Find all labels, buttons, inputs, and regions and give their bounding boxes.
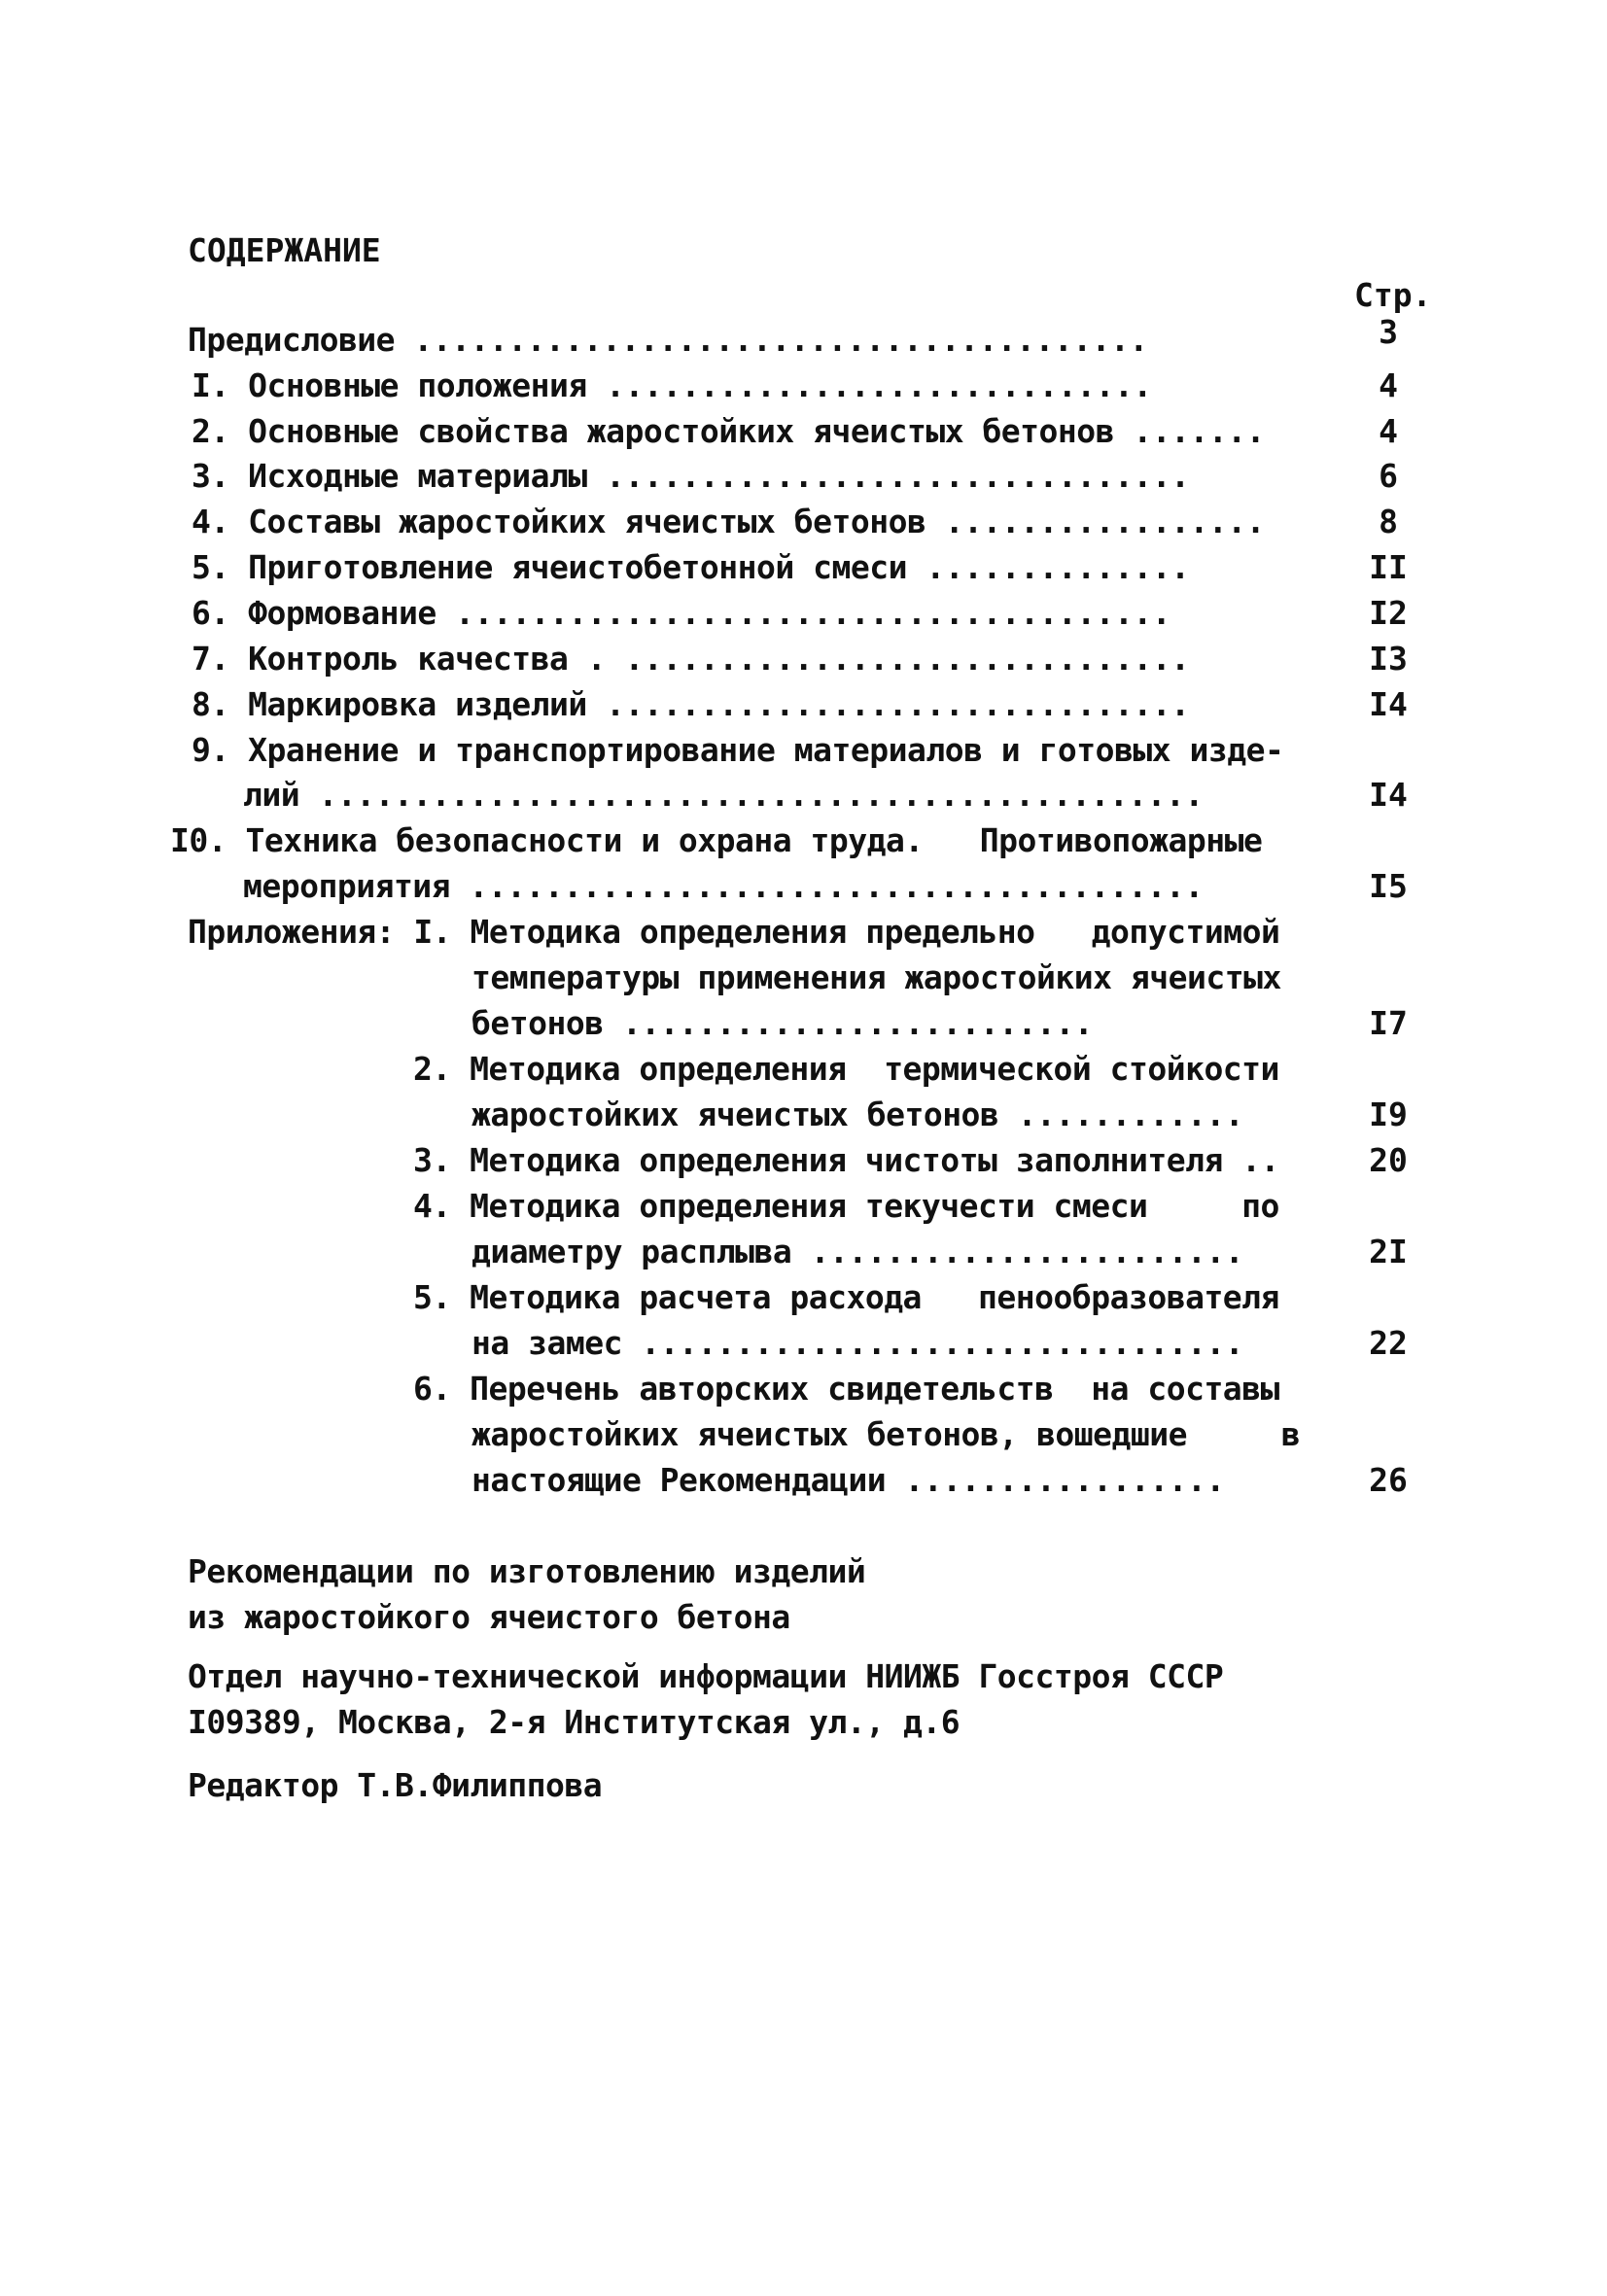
toc-entry-text: 7. Контроль качества . .............................. [192, 640, 1190, 678]
toc-entry-text: I0. Техника безопасности и охрана труда. Противопожарные [170, 821, 1263, 859]
imprint-address: I09389, Москва, 2-я Институтская ул., д.6 [188, 1703, 961, 1741]
toc-entry-page: 4 [1379, 412, 1398, 450]
toc-entry-page: 4 [1379, 366, 1398, 404]
toc-entry-text: жаростойких ячеистых бетонов ............ [472, 1096, 1244, 1133]
toc-entry-text: 2. Методика определения термической стойкости [413, 1050, 1279, 1088]
toc-entry-page: I4 [1369, 685, 1408, 723]
toc-entry-text: мероприятия ....................................... [243, 867, 1204, 905]
toc-entry-text: жаростойких ячеистых бетонов, вошедшие в [472, 1415, 1301, 1453]
toc-entry-page: II [1369, 548, 1408, 586]
toc-entry-text: лий ............................................... [243, 776, 1204, 814]
toc-entry-text: 5. Методика расчета расхода пенообразователя [413, 1278, 1279, 1316]
imprint-publisher: Отдел научно-технической информации НИИЖБ Госстроя СССР [188, 1657, 1224, 1695]
toc-entry-text: 4. Методика определения текучести смеси по [413, 1187, 1279, 1225]
toc-entry-text: бетонов ......................... [472, 1004, 1094, 1042]
imprint-title-line1: Рекомендации по изготовлению изделий [188, 1552, 866, 1590]
toc-entry-page: I9 [1369, 1096, 1408, 1133]
toc-entry-text: 8. Маркировка изделий ............................... [192, 685, 1190, 723]
toc-entry-text: 4. Составы жаростойких ячеистых бетонов ................. [192, 503, 1265, 540]
toc-entry-page: I5 [1369, 867, 1408, 905]
toc-entry-text: Предисловие ....................................... [188, 321, 1148, 359]
toc-entry-page: I2 [1369, 594, 1408, 632]
toc-entry-text: 6. Перечень авторских свидетельств на составы [413, 1370, 1279, 1408]
imprint-title-line2: из жаростойкого ячеистого бетона [188, 1598, 790, 1636]
toc-entry-page: 6 [1379, 457, 1398, 495]
toc-entry-text: 3. Исходные материалы ............................... [192, 457, 1190, 495]
toc-entry-text: I. Основные положения ............................. [192, 366, 1152, 404]
toc-entry-text: 5. Приготовление ячеистобетонной смеси .............. [192, 548, 1190, 586]
toc-entry-page: I7 [1369, 1004, 1408, 1042]
toc-entry-text: температуры применения жаростойких ячеистых [472, 958, 1281, 996]
toc-entry-page: 8 [1379, 503, 1398, 540]
toc-entry-page: 22 [1369, 1324, 1408, 1362]
imprint-editor: Редактор Т.В.Филиппова [188, 1766, 603, 1804]
toc-entry-page: 20 [1369, 1141, 1408, 1179]
toc-entry-page: 26 [1369, 1461, 1408, 1499]
toc-entry-text: Приложения: I. Методика определения предельно допустимой [188, 913, 1280, 951]
toc-entry-text: 6. Формование ...................................... [192, 594, 1171, 632]
toc-title: СОДЕРЖАНИЕ [188, 231, 381, 269]
toc-entry-page: I4 [1369, 776, 1408, 814]
toc-entry-text: диаметру расплыва ....................... [472, 1233, 1244, 1270]
toc-entry-text: настоящие Рекомендации ................. [472, 1461, 1225, 1499]
toc-entry-page: 2I [1369, 1233, 1408, 1270]
toc-entry-text: 3. Методика определения чистоты заполнителя .. [413, 1141, 1279, 1179]
toc-entry-page: 3 [1379, 313, 1398, 351]
page-column-header: Стр. [1354, 276, 1432, 314]
toc-entry-text: 9. Хранение и транспортирование материалов и готовых изде- [192, 731, 1284, 769]
toc-entry-text: на замес ................................ [472, 1324, 1244, 1362]
toc-entry-page: I3 [1369, 640, 1408, 678]
toc-entry-text: 2. Основные свойства жаростойких ячеистых бетонов ....... [192, 412, 1265, 450]
